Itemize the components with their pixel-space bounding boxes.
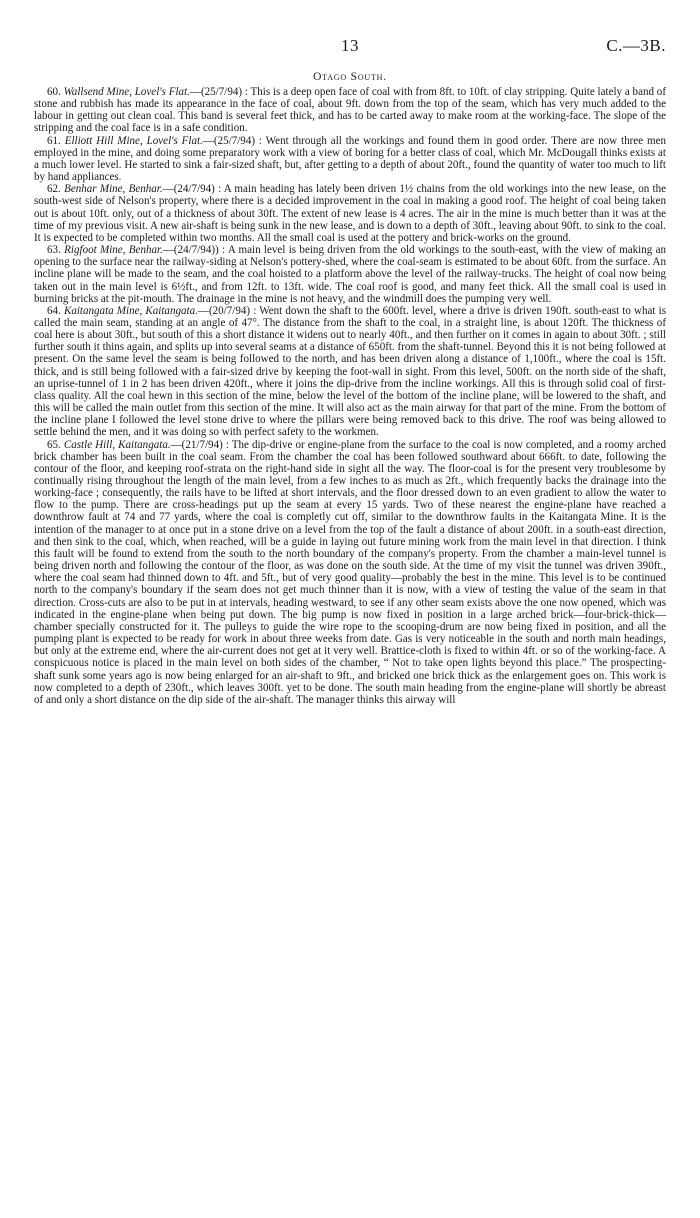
paragraph-62 [34,183,666,244]
paragraph-number: 62. [47,183,61,196]
paragraph-61 [34,135,666,184]
document-reference: C.—3B. [606,36,666,55]
paragraph-text: —(24/7/94)) : A main level is being driven from the old workings to the south-east, with the view of making an opening to the surface near the railway-siding at Nelson's pottery-shed, where the coal-seam is estimated to be about 60ft. from the surface. An incline plane will be made to the seam, and the coal hoisted to a platform above the level of the railway-trucks. The height of coal now being taken out in the main level is 6½ft., and from 12ft. to 13ft. wide. The coal roof is good, and many feet thick. All the small coal is used in burning bricks at the pit-mouth. The drainage in the mine is not heavy, and the windmill does the pumping very well. [34,244,666,305]
paragraph-text: —(25/7/94) : Went through all the workings and found them in good order. There are now three men employed in the mine, and doing some preparatory work with a view of boring for a better class of coal, which Mr. McDougall thinks exists at a much lower level. He started to sink a fair-sized shaft, but, after getting to a depth of about 20ft., found the quantity of water too much to lift by hand appliances. [34,134,666,184]
page-number: 13 [341,36,359,55]
body-text [34,86,666,706]
mine-title: Elliott Hill Mine, Lovel's Flat. [64,134,203,147]
paragraph-text: —(25/7/94) : This is a deep open face of coal with from 8ft. to 10ft. of clay stripping. Quite lately a band of stone and rubbish has made its appearance in the face of coal, about 9ft. down from the top of the seam, which has very much added to the labour in getting out clean coal. This band is several feet thick, and has to be carted away to make room at the working-face. The slope of the stripping and the coal face is in a safe condition. [34,86,667,135]
mine-title: Wallsend Mine, Lovel's Flat. [63,86,190,98]
paragraph-number: 65. [47,438,61,451]
paragraph-text: —(21/7/94) : The dip-drive or engine-plane from the surface to the coal is now completed, and a roomy arched brick chamber has been built in the coal seam. From the chamber the coal has been followed southward about 666ft. to date, following the contour of the floor, and keeping roof-strata on the right-hand side in sight all the way. The floor-coal is for the present very troublesome by continually rising throughout the length of the main level, from a few inches to as much as 2ft., which frequently backs the drainage into the working-face ; consequently, the rails have to be lifted at short intervals, and the floor dressed down to an even gradient to allow the water to flow to the pump. There are cross-headings put up the seam at every 15 yards. Two of these nearest the engine-plane have reached a downthrow fault at 74 and 77 yards, where the coal is completly cut off, similar to the downthrow faults in the Kaitangata Mine. It is the intention of the manager to at once put in a stone drive on a level from the top of the fault a distance of about 200ft. in a south-east direction, and then sink to the coal, which, when reached, will be a guide in laying out future mining work from the main level in that direction. I think this fault will be found to extend from the south to the north boundary of the company's property. From the chamber a main-level tunnel is being driven north and following the contour of the floor, as was done on the south side. At the time of my visit the tunnel was driven 390ft., where the coal seam had thinned down to 4ft. and 5ft., but of very good quality—probably the best in the mine. This level is to be continued north to the company's boundary if the seam does not get much thinner than it is now, with a view of testing the value of the seam in that direction. Cross-cuts are also to be put in at intervals, heading westward, to see if any other seam exists above the one now opened, which was indicated in the engine-plane when being put down. The big pump is now fixed in position in a large arched brick—four-brick-thick—chamber specially constructed for it. The pulleys to guide the wire rope to the scooping-drum are now being fixed in position, and all the pumping plant is expected to be ready for work in about three weeks from date. Gas is very noticeable in the south and north main headings, but only at the extreme end, where the air-current does not get at it very well. Brattice-cloth is fixed to within 4ft. or so of the working-face. A conspicuous notice is placed in the main level on both sides of the chamber, “ Not to take open lights beyond this place.” The prospecting-shaft sunk some years ago is now being enlarged for an air-shaft to 9ft., and bricked one brick thick as the enlargement goes on. This work is now completed to a depth of 230ft., which leaves 300ft. yet to be done. The south main heading from the engine-plane will shortly be abreast of and only a short distance on the dip side of the air-shaft. The manager thinks this airway will [34,438,666,706]
mine-title: Kaitangata Mine, Kaitangata. [63,304,198,317]
paragraph-text: —(20/7/94) : Went down the shaft to the 600ft. level, where a drive is driven 190ft. south-east to what is called the main seam, standing at an angle of 47°. The distance from the shaft to the coal, in a straight line, is about 120ft. The thickness of coal here is about 30ft., but south of this a short distance it widens out to nearly 40ft., and then further on it comes in again to about 30ft. ; still further south it thins again, and splits up into several seams at a distance of 650ft. from the shaft-tunnel. Beyond this it is not being followed at present. On the same level the seam is being followed to the north, and has been driven along a distance of 1,100ft., where the coal is 15ft. thick, and is still being followed with a fair-sized drive by keeping the foot-wall in sight. From this level, 500ft. on the north side of the shaft, an uprise-tunnel of 1 in 2 has been driven 420ft., where it joins the dip-drive from the incline workings. All this is through solid coal of first-class quality. All the coal hewn in this section of the mine, below the level of the bottom of the incline plane, will be lowered to the shaft, and this will be called the main outlet from this section of the mine. It will also act as the main airway for that part of the mine. From the bottom of the incline plane I followed the level stone drive to where the pillars were being removed back to this drive. The roof was being allowed to settle behind the men, and it was doing so with perfect safety to the workmen. [34,304,666,439]
mine-title: Rigfoot Mine, Benhar. [64,244,163,257]
paragraph-63 [34,244,666,305]
mine-title: Benhar Mine, Benhar. [64,183,163,196]
paragraph-65 [34,439,666,706]
paragraph-number: 61. [47,134,61,147]
paragraph-number: 64. [47,304,61,317]
paragraph-60 [34,86,666,135]
paragraph-number: 63. [47,244,61,257]
paragraph-text: —(24/7/94) : A main heading has lately been driven 1½ chains from the old workings into the new lease, on the south-west side of Nelson's property, where there is a decided improvement in the coal in making a good roof. The height of coal being taken out is about 10ft. only, out of a thickness of about 30ft. The extent of new lease is 4 acres. The air in the mine is much better than it was at the time of my previous visit. A new air-shaft is being sunk in the new lease, and is down to a depth of 30ft., leaving about 90ft. to sink to the coal. It is expected to be completed within two months. All the small coal is used at the pottery and brick-works on the ground. [34,183,667,244]
section-heading: Otago South. [313,71,387,83]
mine-title: Castle Hill, Kaitangata. [63,438,171,451]
paragraph-number: 60. [47,86,61,98]
paragraph-64 [34,305,666,439]
